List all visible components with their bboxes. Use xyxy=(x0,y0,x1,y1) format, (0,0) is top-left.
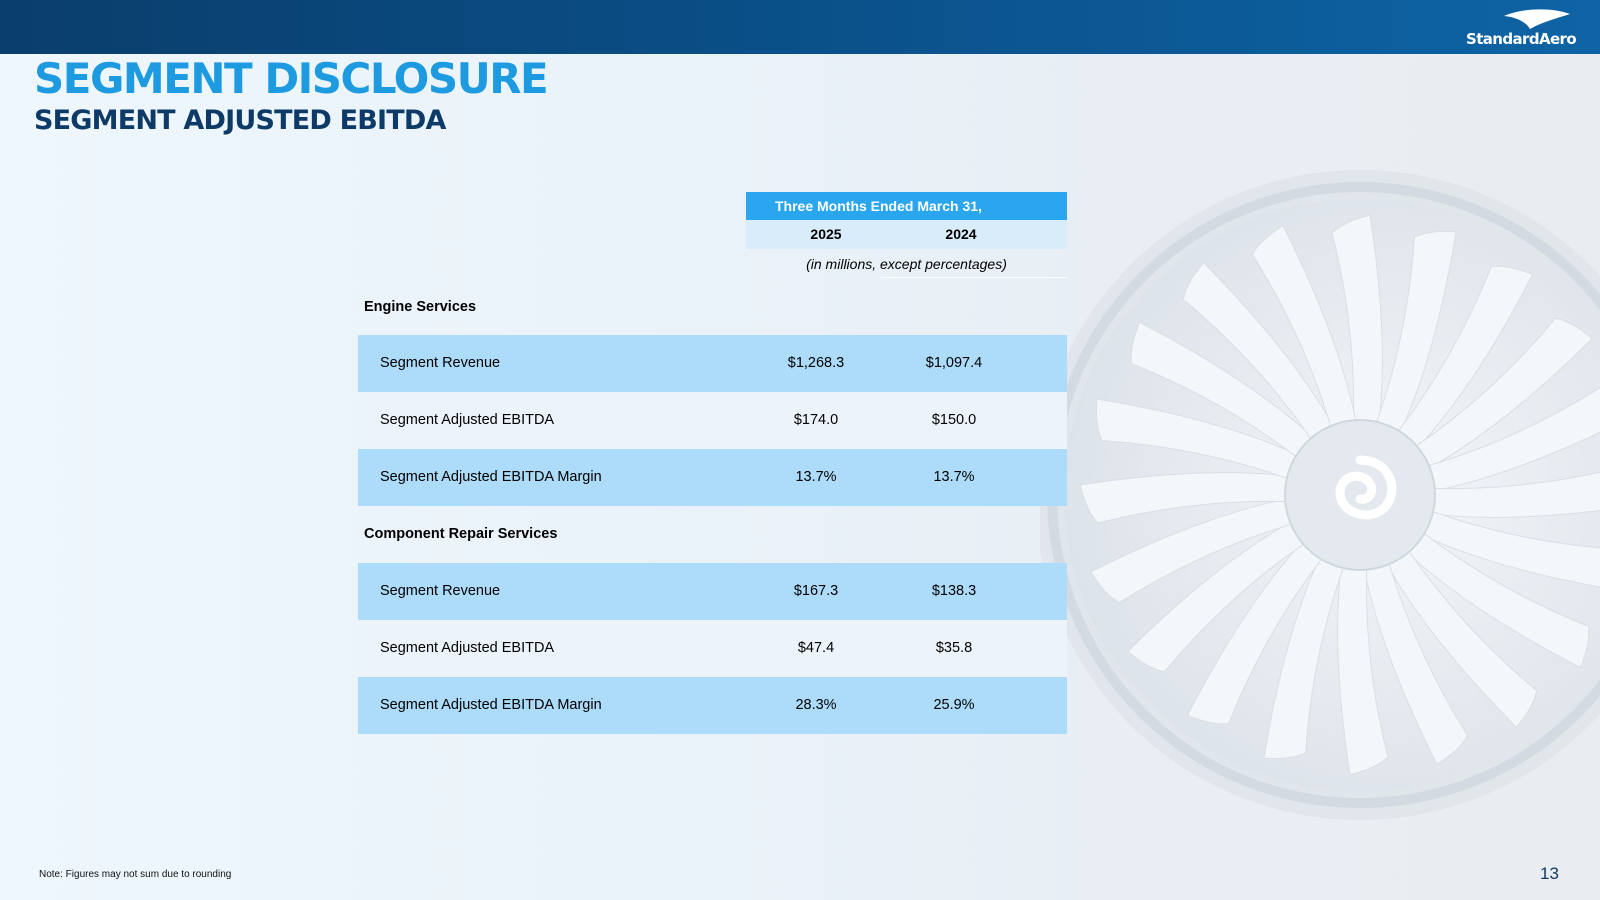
row-label: Segment Adjusted EBITDA xyxy=(380,412,555,428)
logo-wordmark: StandardAero xyxy=(1466,30,1577,48)
year-2025-header: 2025 xyxy=(810,226,842,242)
section-engine-services: Engine Services xyxy=(364,299,477,315)
table-row xyxy=(358,563,1067,620)
page-subtitle: SEGMENT ADJUSTED EBITDA xyxy=(34,105,446,136)
page-title: SEGMENT DISCLOSURE xyxy=(34,54,548,103)
value-2025: $1,268.3 xyxy=(787,355,845,371)
value-2024: $1,097.4 xyxy=(925,355,983,371)
top-banner xyxy=(0,0,1600,54)
units-note: (in millions, except percentages) xyxy=(806,256,1007,272)
year-2024-header: 2024 xyxy=(945,226,977,242)
table-row xyxy=(358,392,1067,449)
value-2025: $174.0 xyxy=(793,412,839,428)
swoosh-icon xyxy=(1500,8,1572,30)
row-label: Segment Adjusted EBITDA Margin xyxy=(380,697,602,713)
table-row xyxy=(358,620,1067,677)
value-2025: $167.3 xyxy=(793,583,839,599)
row-label: Segment Revenue xyxy=(380,583,501,599)
section-component-repair-services: Component Repair Services xyxy=(364,526,558,542)
value-2024: 13.7% xyxy=(933,469,975,485)
table-row xyxy=(358,677,1067,734)
value-2025: 13.7% xyxy=(795,469,837,485)
value-2024: 25.9% xyxy=(933,697,975,713)
page-number: 13 xyxy=(1540,864,1559,883)
row-label: Segment Adjusted EBITDA Margin xyxy=(380,469,602,485)
jet-engine-fan-illustration xyxy=(1040,145,1600,845)
footnote: Note: Figures may not sum due to rounding xyxy=(39,869,232,880)
units-underline xyxy=(881,277,1067,278)
value-2024: $138.3 xyxy=(931,583,977,599)
row-label: Segment Revenue xyxy=(380,355,501,371)
value-2024: $35.8 xyxy=(935,640,973,656)
value-2024: $150.0 xyxy=(931,412,977,428)
standardaero-logo xyxy=(1466,8,1576,48)
value-2025: 28.3% xyxy=(795,697,837,713)
year-header-row xyxy=(746,220,1067,249)
table-row xyxy=(358,449,1067,506)
table-row xyxy=(358,335,1067,392)
value-2025: $47.4 xyxy=(797,640,835,656)
period-header: Three Months Ended March 31, xyxy=(746,192,1067,220)
row-label: Segment Adjusted EBITDA xyxy=(380,640,555,656)
